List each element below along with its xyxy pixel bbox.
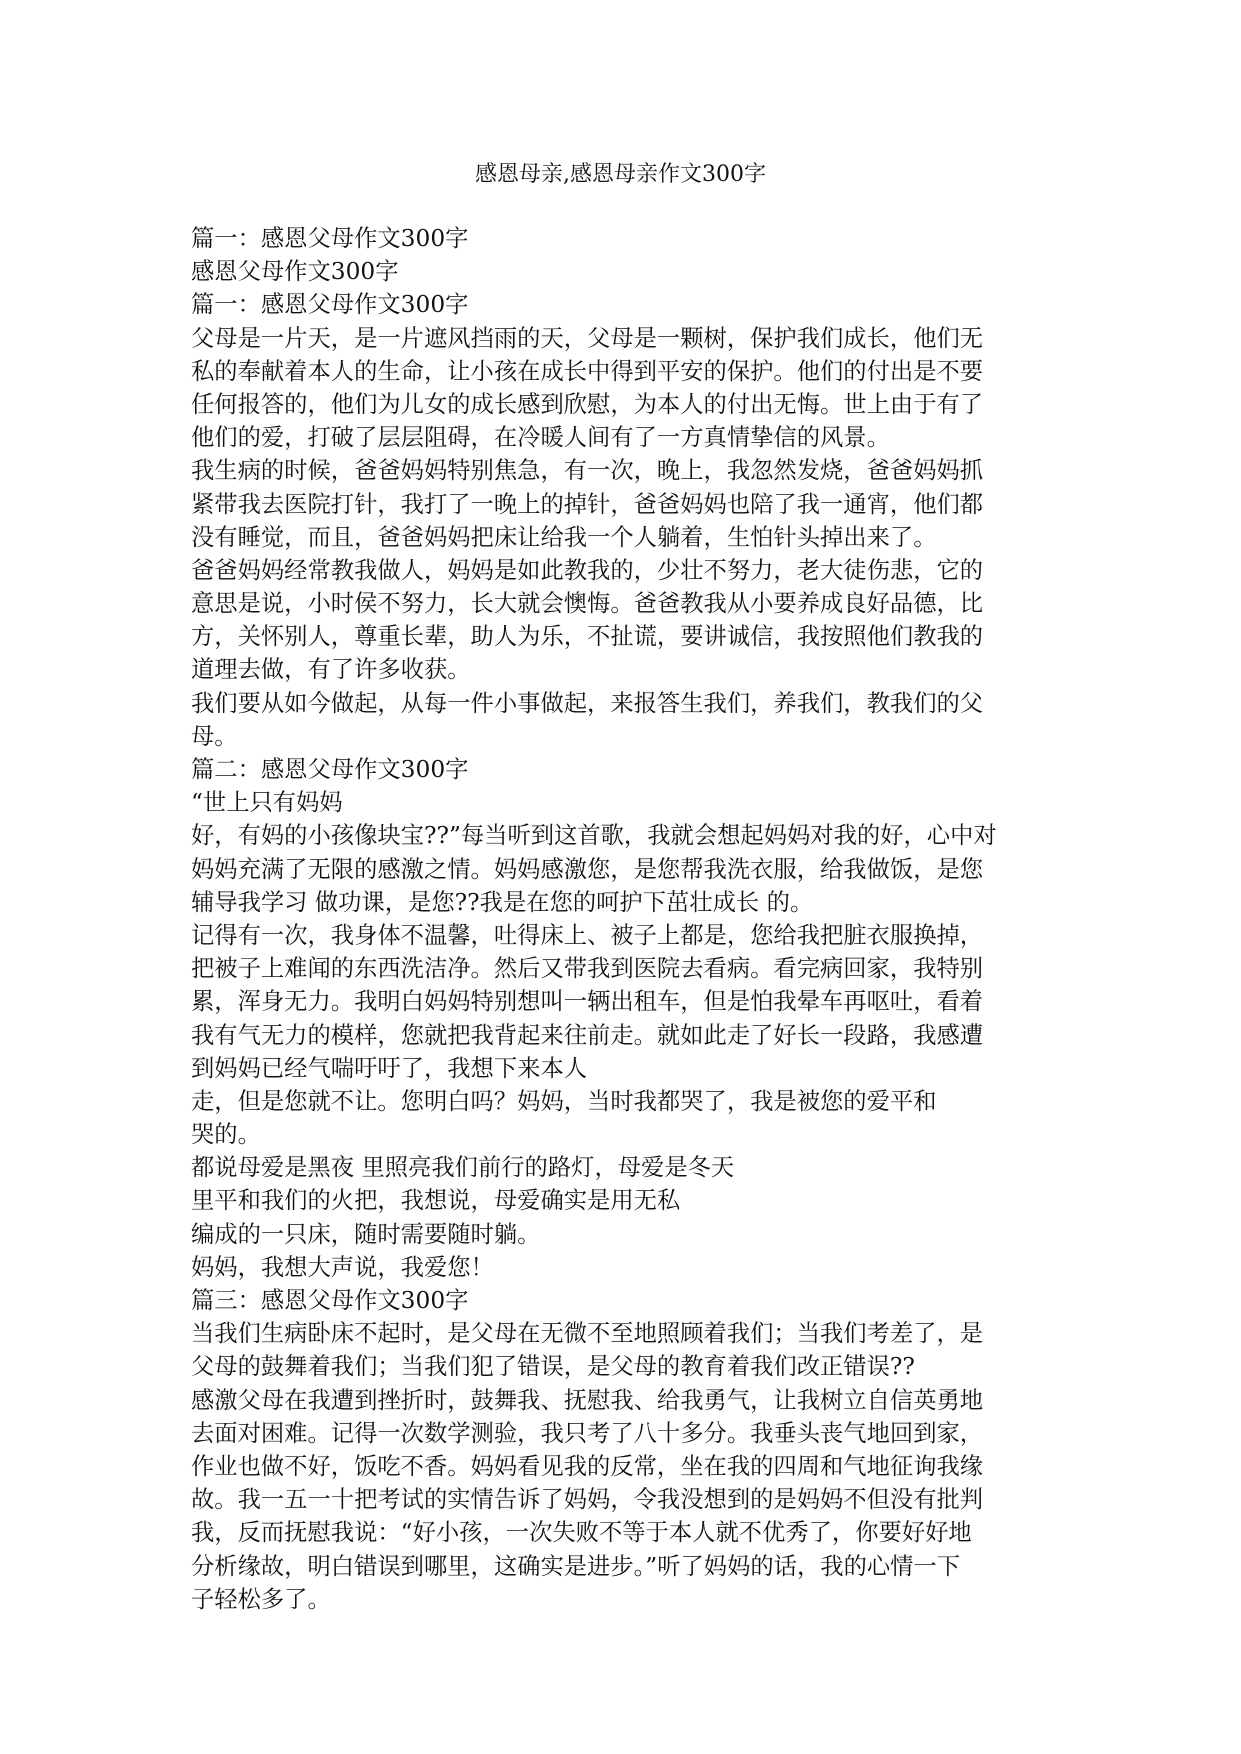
text-line: 爸爸妈妈经常教我做人，妈妈是如此教我的，少壮不努力，老大徒伤悲，它的: [191, 556, 984, 584]
text-line: 意思是说，小时侯不努力，长大就会懊悔。爸爸教我从小要养成良好品德，比: [191, 590, 984, 618]
text-line: 私的奉献着本人的生命，让小孩在成长中得到平安的保护。他们的付出是不要: [191, 357, 984, 385]
text-line: 紧带我去医院打针，我打了一晚上的掉针，爸爸妈妈也陪了我一通宵，他们都: [191, 490, 984, 518]
text-line: 我们要从如今做起，从每一件小事做起，来报答生我们，养我们，教我们的父: [191, 689, 984, 717]
text-line: 道理去做，有了许多收获。: [191, 656, 471, 684]
text-line: 任何报答的，他们为儿女的成长感到欣慰，为本人的付出无悔。世上由于有了: [191, 390, 984, 418]
text-line: 里平和我们的火把，我想说，母爱确实是用无私: [191, 1187, 681, 1215]
text-line: 篇三：感恩父母作文300字: [191, 1287, 469, 1314]
text-line: 辅导我学习 做功课，是您??我是在您的呵护下茁壮成长 的。: [191, 888, 814, 916]
text-line: 子轻松多了。: [191, 1585, 331, 1613]
text-line: 都说母爱是黑夜 里照亮我们前行的路灯，母爱是冬天: [191, 1154, 735, 1182]
text-line: 到妈妈已经气喘吁吁了，我想下来本人: [191, 1054, 588, 1082]
text-line: 我生病的时候，爸爸妈妈特别焦急，有一次，晚上，我忽然发烧，爸爸妈妈抓: [191, 457, 984, 485]
text-line: 哭的。: [191, 1121, 261, 1149]
document-body: [191, 222, 1051, 1616]
text-line: 编成的一只床，随时需要随时躺。: [191, 1220, 541, 1248]
text-line: 父母的鼓舞着我们；当我们犯了错误，是父母的教育着我们改正错误??: [191, 1353, 915, 1381]
text-line: 父母是一片天，是一片遮风挡雨的天，父母是一颗树，保护我们成长，他们无: [191, 324, 984, 352]
text-line: 他们的爱，打破了层层阻碍，在冷暖人间有了一方真情挚信的风景。: [191, 424, 890, 452]
text-line: 母。: [191, 722, 238, 750]
document-title: 感恩母亲,感恩母亲作文300字: [475, 162, 766, 187]
text-line: 妈妈充满了无限的感激之情。妈妈感激您，是您帮我洗衣服，给我做饭，是您: [191, 855, 984, 883]
text-line: 篇二：感恩父母作文300字: [191, 756, 469, 783]
text-line: 走，但是您就不让。您明白吗？妈妈，当时我都哭了，我是被您的爱平和: [191, 1087, 937, 1115]
text-line: 作业也做不好，饭吃不香。妈妈看见我的反常，坐在我的四周和气地征询我缘: [191, 1452, 984, 1480]
text-line: 记得有一次，我身体不温馨，吐得床上、被子上都是，您给我把脏衣服换掉，: [191, 921, 984, 949]
text-line: 分析缘故，明白错误到哪里，这确实是进步。”听了妈妈的话，我的心情一下: [191, 1552, 961, 1580]
text-line: 我有气无力的模样，您就把我背起来往前走。就如此走了好长一段路，我感遭: [191, 1021, 984, 1049]
text-line: 累，浑身无力。我明白妈妈特别想叫一辆出租车，但是怕我晕车再呕吐，看着: [191, 988, 984, 1016]
text-line: 篇一：感恩父母作文300字: [191, 291, 469, 319]
text-line: 篇一：感恩父母作文300字: [191, 225, 469, 252]
text-line: 好，有妈的小孩像块宝??”每当听到这首歌，我就会想起妈妈对我的好，心中对: [191, 822, 997, 850]
text-line: 妈妈，我想大声说，我爱您！: [191, 1253, 494, 1281]
text-line: 感激父母在我遭到挫折时，鼓舞我、抚慰我、给我勇气，让我树立自信英勇地: [191, 1386, 984, 1414]
text-line: 去面对困难。记得一次数学测验，我只考了八十多分。我垂头丧气地回到家，: [191, 1419, 984, 1447]
text-line: 感恩父母作文300字: [191, 258, 399, 286]
text-line: 把被子上难闻的东西洗洁净。然后又带我到医院去看病。看完病回家，我特别: [191, 955, 984, 983]
text-line: 没有睡觉，而且，爸爸妈妈把床让给我一个人躺着，生怕针头掉出来了。: [191, 523, 937, 551]
text-line: 当我们生病卧床不起时，是父母在无微不至地照顾着我们；当我们考差了，是: [191, 1320, 984, 1348]
text-line: “世上只有妈妈: [191, 789, 343, 817]
text-line: 故。我一五一十把考试的实情告诉了妈妈，令我没想到的是妈妈不但没有批判: [191, 1486, 984, 1514]
text-line: 我，反而抚慰我说：“好小孩，一次失败不等于本人就不优秀了，你要好好地: [191, 1519, 972, 1547]
text-line: 方，关怀别人，尊重长辈，助人为乐，不扯谎，要讲诚信，我按照他们教我的: [191, 623, 984, 651]
